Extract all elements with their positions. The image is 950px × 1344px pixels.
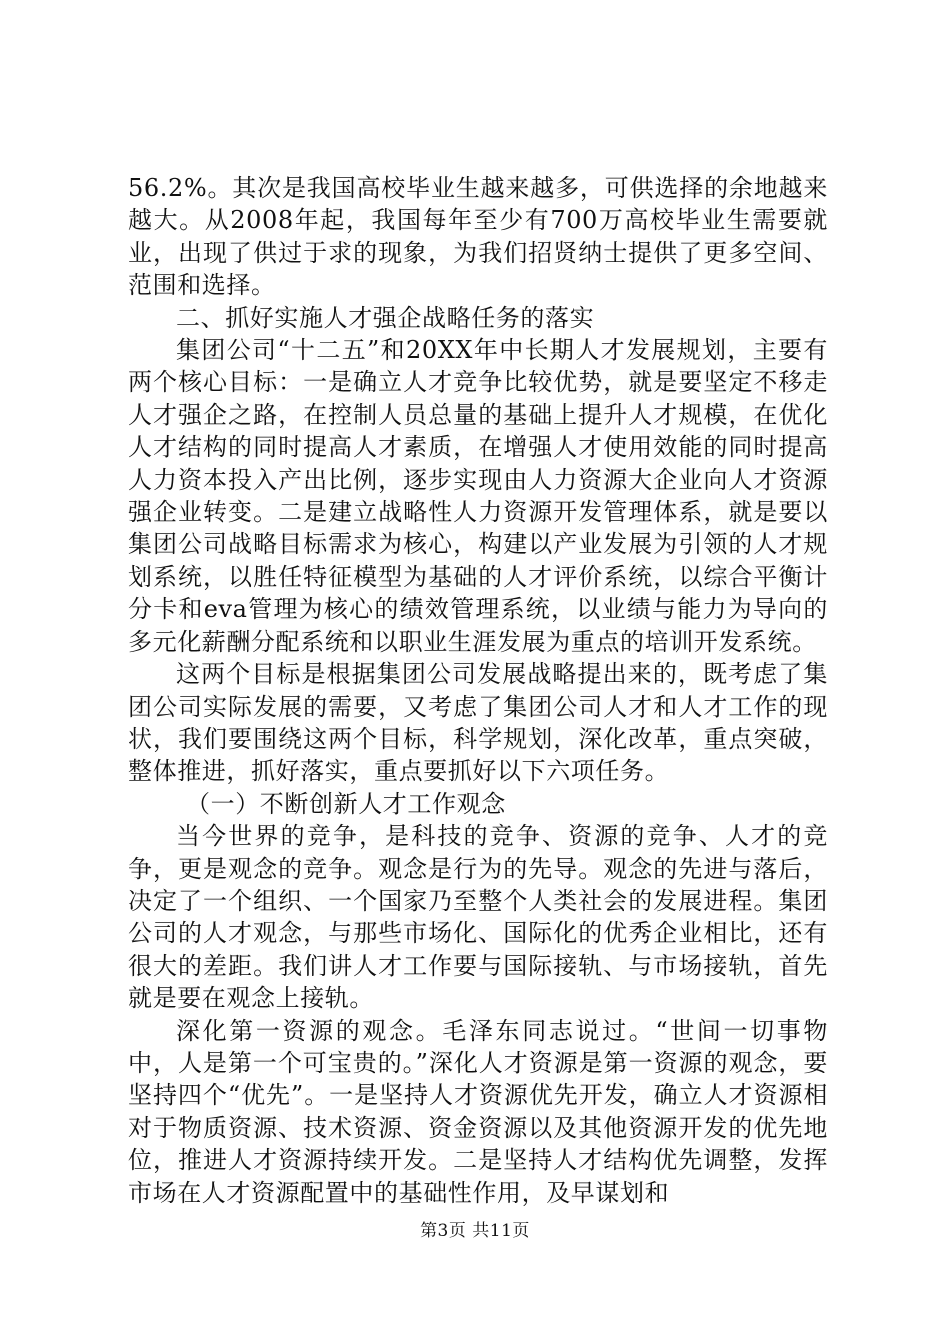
paragraph-first-resource: 深化第一资源的观念。毛泽东同志说过。“世间一切事物中，人是第一个可宝贵的。”深化人才资源是第一资源的观念，要坚持四个“优先”。一是坚持人才资源优先开发，确立人才资源相对于物质资源、技术资源、资金资源以及其他资源开发的优先地位，推进人才资源持续开发。二是坚持人才结构优先调整，发挥市场在人才资源配置中的基础性作用，及早谋划和 (128, 1016, 828, 1207)
section-heading: 二、抓好实施人才强企战略任务的落实 (176, 303, 595, 332)
paragraph-core-goals: 集团公司“十二五”和20XX年中长期人才发展规划，主要有两个核心目标：一是确立人才竞争比较优势，就是要坚定不移走人才强企之路，在控制人员总量的基础上提升人才规模，在优化人才结构的同时提高人才素质，在增强人才使用效能的同时提高人力资本投入产出比例，逐步实现由人力资源大企业向人才资源强企业转变。二是建立战略性人力资源开发管理体系，就是要以集团公司战略目标需求为核心，构建以产业发展为引领的人才规划系统，以胜任特征模型为基础的人才评价系统，以综合平衡计分卡和eva管理为核心的绩效管理系统，以业绩与能力为导向的多元化薪酬分配系统和以职业生涯发展为重点的培训开发系统。 (128, 336, 828, 656)
page-number-footer: 第3页 共11页 (420, 1221, 530, 1241)
paragraph-six-tasks: 这两个目标是根据集团公司发展战略提出来的，既考虑了集团公司实际发展的需要，又考虑了集团公司人才和人才工作的现状，我们要围绕这两个目标，科学规划，深化改革，重点突破，整体推进，抓好落实，重点要抓好以下六项任务。 (128, 660, 828, 786)
document-body (128, 172, 828, 1209)
paragraph-continuation: 56.2%。其次是我国高校毕业生越来越多，可供选择的余地越来越大。从2008年起，我国每年至少有700万高校毕业生需要就业，出现了供过于求的现象，为我们招贤纳士提供了更多空间、范围和选择。 (128, 174, 828, 300)
subsection-heading: （一）不断创新人才工作观念 (186, 789, 506, 818)
paragraph-competition: 当今世界的竞争，是科技的竞争、资源的竞争、人才的竞争，更是观念的竞争。观念是行为的先导。观念的先进与落后，决定了一个组织、一个国家乃至整个人类社会的发展进程。集团公司的人才观念，与那些市场化、国际化的优秀企业相比，还有很大的差距。我们讲人才工作要与国际接轨、与市场接轨，首先就是要在观念上接轨。 (128, 822, 828, 1013)
